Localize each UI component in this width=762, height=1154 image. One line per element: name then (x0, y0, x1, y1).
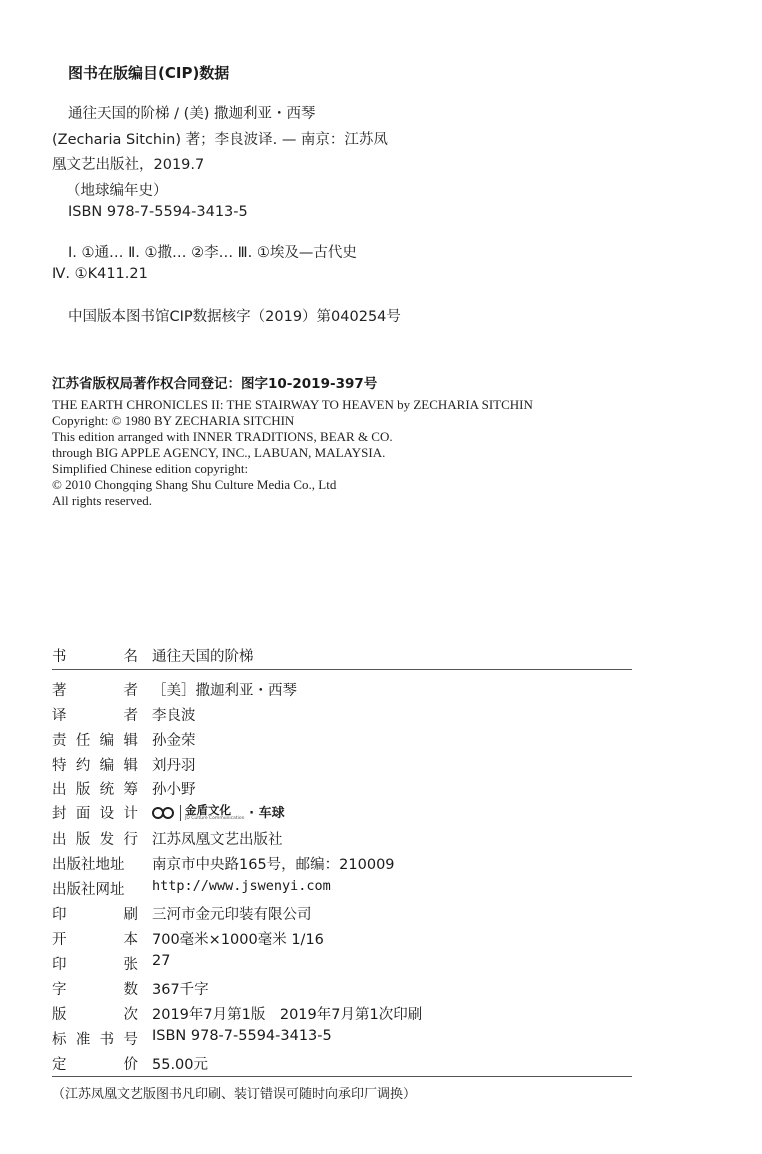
english-copyright-line: All rights reserved. (52, 493, 153, 508)
logo-mark-icon (152, 806, 176, 820)
row-label: 字 数 (52, 982, 138, 998)
row-label: 责 任 编 辑 (52, 733, 138, 749)
colophon-row (52, 679, 632, 703)
colophon-row (52, 1003, 632, 1027)
row-value: 55.00元 (152, 1057, 209, 1073)
colophon-row (52, 928, 632, 952)
divider (52, 1076, 632, 1077)
row-value: ［美］撒迦利亚・西琴 (152, 683, 297, 699)
colophon-row (52, 1028, 632, 1052)
english-copyright-line: Simplified Chinese edition copyright: (52, 461, 249, 476)
row-value: 367千字 (152, 982, 209, 998)
row-label: 印 张 (52, 957, 138, 973)
cover-design-value: 金盾文化 JD Culture Communication · 车球 (152, 802, 285, 821)
cip-heading: 图书在版编目(CIP)数据 (68, 64, 230, 82)
row-label: 定 价 (52, 1057, 138, 1073)
colophon-row (52, 853, 632, 877)
row-value: 刘丹羽 (152, 758, 196, 774)
footer-note: （江苏凤凰文艺版图书凡印刷、装订错误可随时向承印厂调换） (52, 1087, 417, 1102)
colophon-row (52, 978, 632, 1002)
colophon-row (52, 754, 632, 778)
row-label: 译 者 (52, 708, 138, 724)
row-value: 27 (152, 953, 171, 969)
cip-data-number: 中国版本图书馆CIP数据核字（2019）第040254号 (68, 309, 401, 325)
row-label: 出 版 统 筹 (52, 782, 138, 798)
row-label: 开 本 (52, 932, 138, 948)
english-copyright-line: © 2010 Chongqing Shang Shu Culture Media Co., Ltd (52, 477, 337, 492)
colophon-row (52, 828, 632, 852)
row-label: 特 约 编 辑 (52, 758, 138, 774)
colophon-row (52, 1053, 632, 1077)
row-label: 标 准 书 号 (52, 1032, 138, 1048)
row-label: 书 名 (52, 649, 138, 665)
colophon-row (52, 903, 632, 927)
colophon-row-title (52, 645, 632, 669)
cip-line: 凰文艺出版社，2019.7 (52, 157, 205, 173)
colophon-row (52, 878, 632, 902)
row-value: ISBN 978-7-5594-3413-5 (152, 1028, 332, 1044)
english-copyright-line: This edition arranged with INNER TRADITIONS, BEAR & CO. (52, 429, 393, 444)
row-value: 孙金荣 (152, 733, 196, 749)
colophon-row (52, 704, 632, 728)
copyright-registration: 江苏省版权局著作权合同登记：图字10-2019-397号 (52, 376, 378, 392)
book-title-value: 通往天国的阶梯 (152, 649, 254, 665)
english-copyright-line: THE EARTH CHRONICLES II: THE STAIRWAY TO HEAVEN by ZECHARIA SITCHIN (52, 397, 533, 412)
row-value: 李良波 (152, 708, 196, 724)
cip-line: （地球编年史） (66, 183, 168, 199)
row-value: 南京市中央路165号，邮编：210009 (152, 857, 395, 873)
row-value: 江苏凤凰文艺出版社 (152, 832, 283, 848)
row-value: 三河市金元印装有限公司 (152, 907, 312, 923)
row-label: 出 版 发 行 (52, 832, 138, 848)
row-label: 版 次 (52, 1007, 138, 1023)
cip-classification: Ⅳ. ①K411.21 (52, 266, 148, 282)
english-copyright-line: Copyright: © 1980 BY ZECHARIA SITCHIN (52, 413, 295, 428)
row-value: http://www.jswenyi.com (152, 878, 331, 894)
divider (52, 669, 632, 670)
cip-isbn: ISBN 978-7-5594-3413-5 (68, 204, 248, 220)
publisher-logo: 金盾文化 JD Culture Communication (152, 805, 245, 821)
cip-line: (Zecharia Sitchin) 著；李良波译. — 南京：江苏凤 (52, 132, 388, 148)
row-label: 印 刷 (52, 907, 138, 923)
cip-line: 通往天国的阶梯 / (美) 撒迦利亚・西琴 (68, 106, 316, 122)
row-value: 孙小野 (152, 782, 196, 798)
row-value: 2019年7月第1版 2019年7月第1次印刷 (152, 1007, 423, 1023)
row-label: 出版社网址 (52, 882, 125, 898)
english-copyright-line: through BIG APPLE AGENCY, INC., LABUAN, MALAYSIA. (52, 445, 386, 460)
colophon-row (52, 953, 632, 977)
row-label: 出版社地址 (52, 857, 125, 873)
cip-classification: Ⅰ. ①通… Ⅱ. ①撒… ②李… Ⅲ. ①埃及—古代史 (68, 245, 357, 261)
row-label: 著 者 (52, 683, 138, 699)
colophon-row-design (52, 802, 632, 826)
row-value: 700毫米×1000毫米 1/16 (152, 932, 324, 948)
row-label: 封 面 设 计 (52, 806, 138, 822)
colophon-row (52, 778, 632, 802)
colophon-row (52, 729, 632, 753)
